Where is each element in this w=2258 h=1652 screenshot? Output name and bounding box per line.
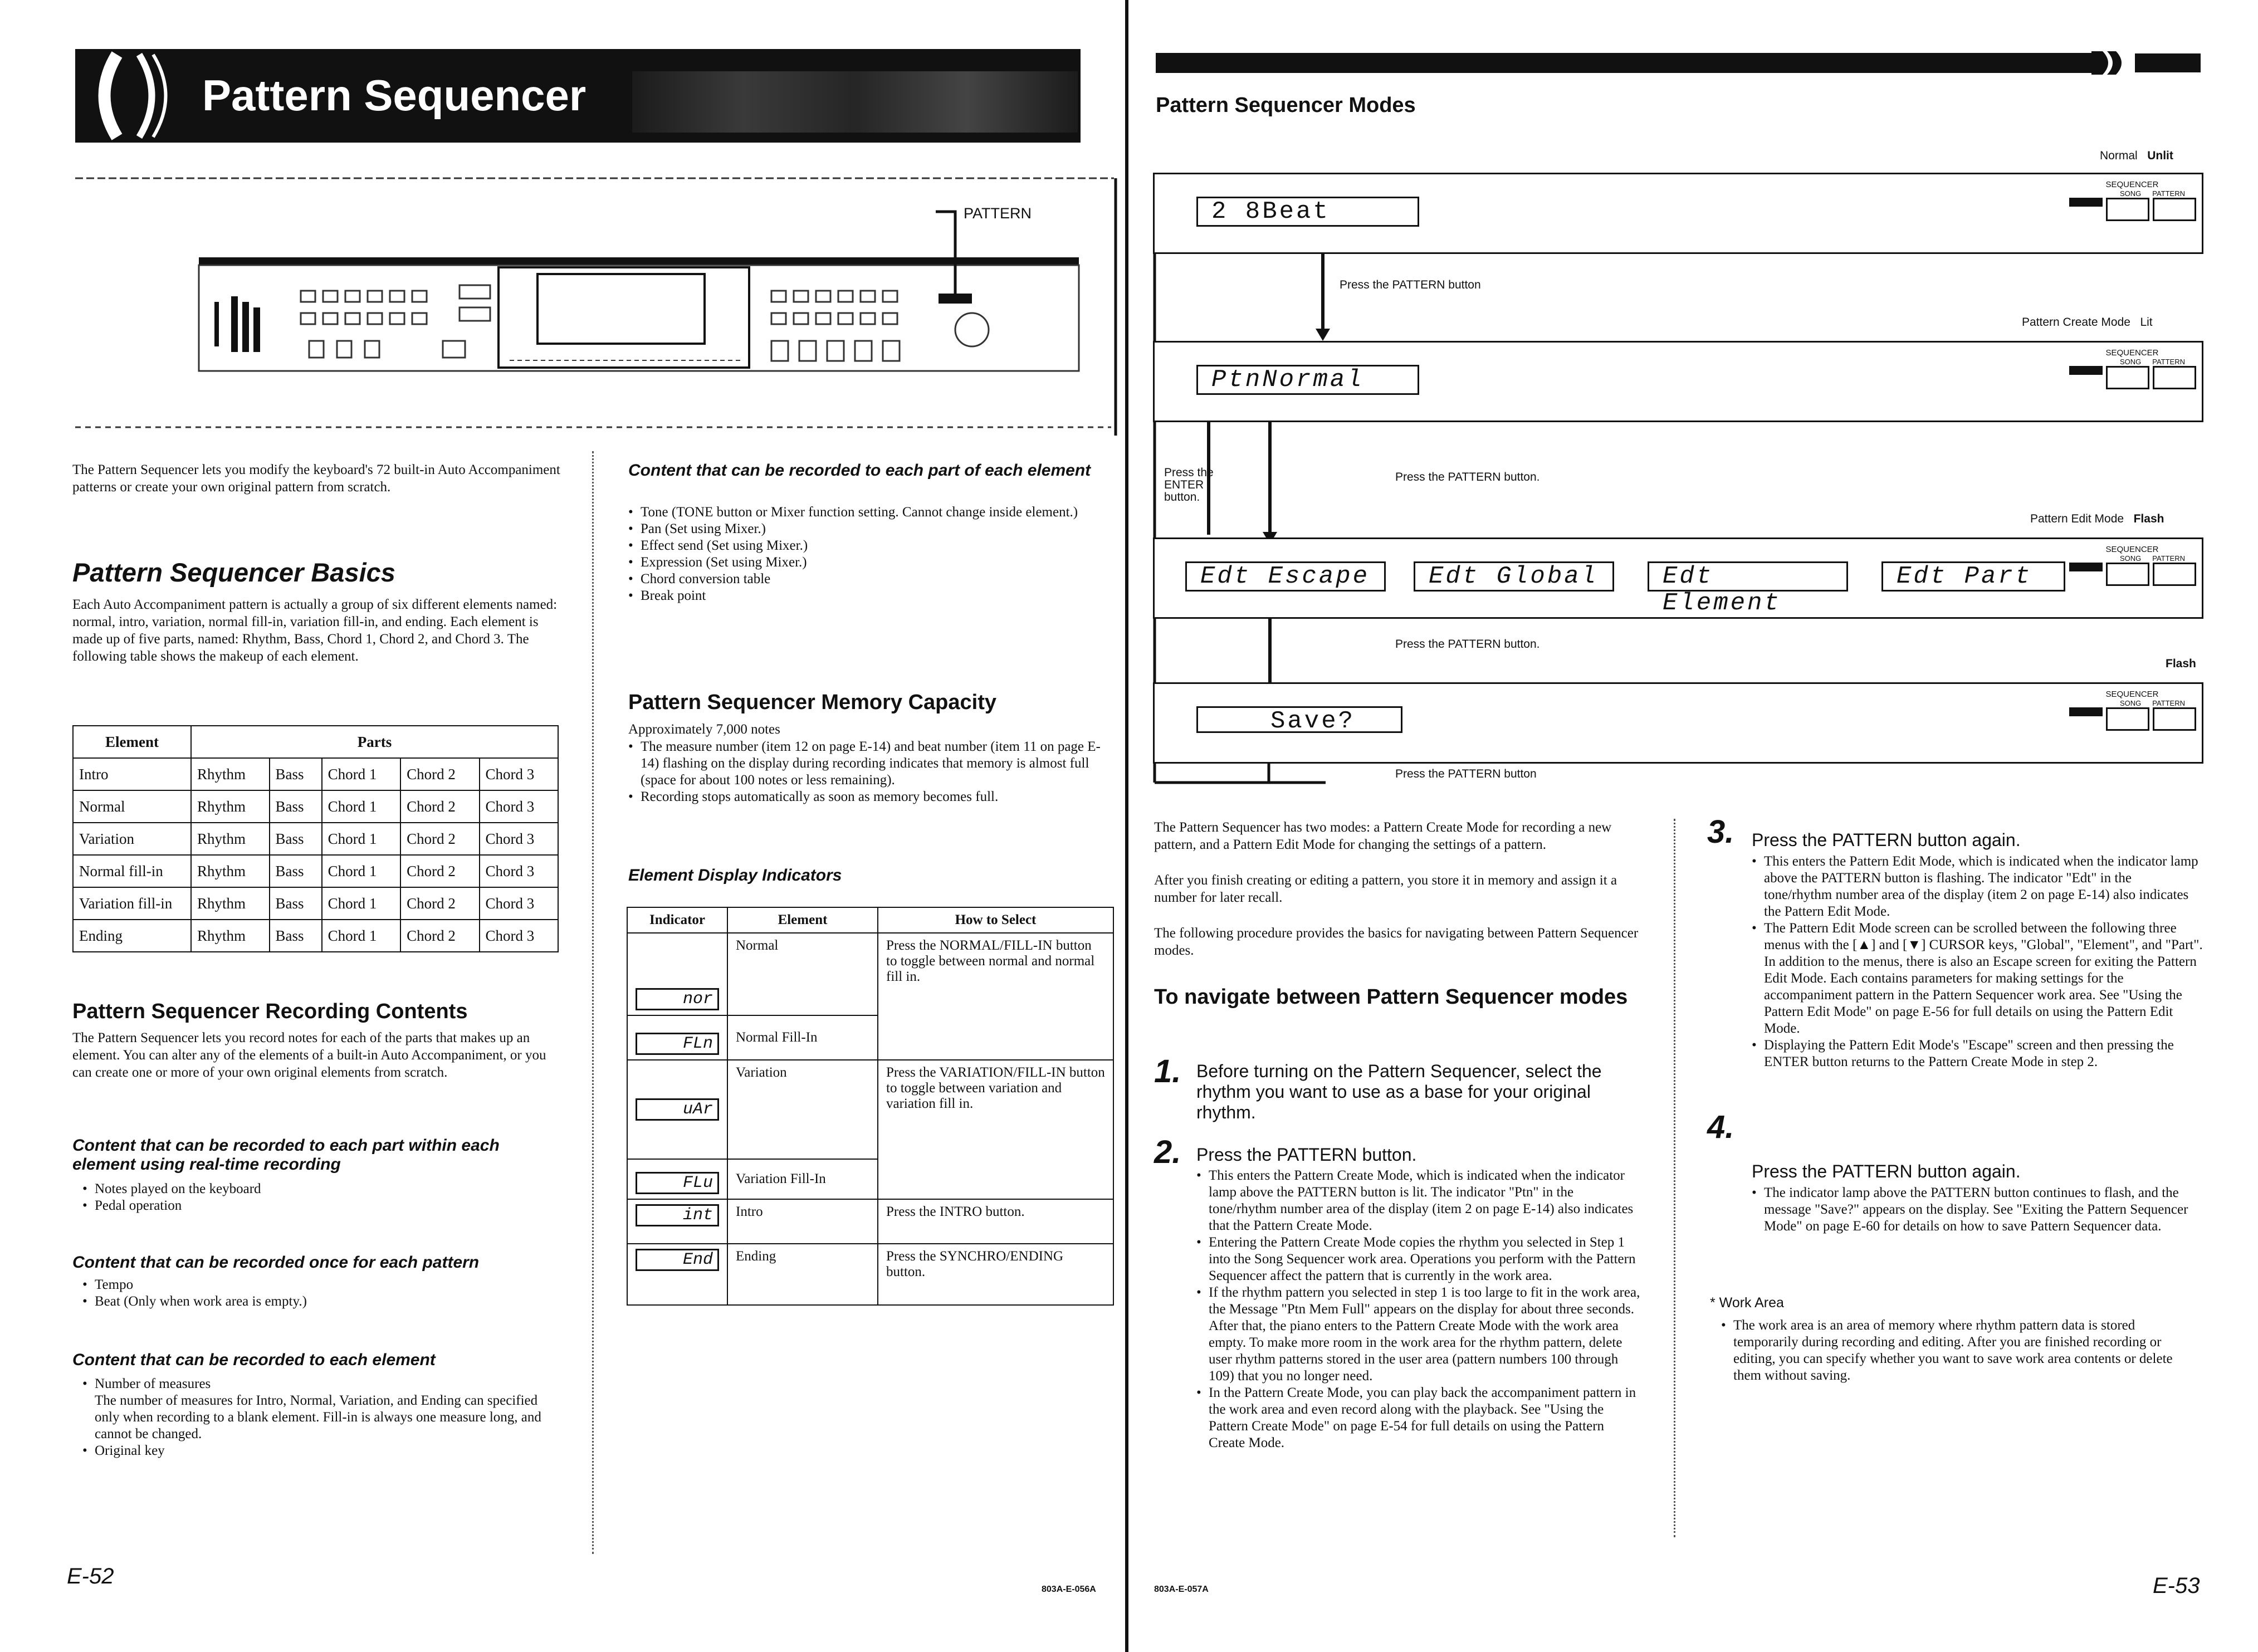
list-item: • Displaying the Pattern Edit Mode's "Escape" screen and then pressing the ENTER button returns to the Pattern Create Mode in step 2. <box>1752 1037 2203 1071</box>
list-item: • Notes played on the keyboard <box>82 1181 561 1198</box>
indicator-lcd: uAr <box>636 1098 719 1121</box>
mode-flow-diagram <box>1153 145 2206 785</box>
modes-intro-1: The Pattern Sequencer has two modes: a Pattern Create Mode for recording a new pattern, and a Pattern Edit Mode for changing the settings of a pattern. <box>1154 820 1612 852</box>
memory-list <box>628 739 1118 805</box>
song-label: SONG <box>2119 554 2142 563</box>
table-cell: Chord 1 <box>322 920 400 952</box>
table-cell: Normal <box>73 790 191 823</box>
sequencer-label: SEQUENCER <box>2105 348 2159 358</box>
list-item: • Pedal operation <box>82 1198 561 1214</box>
press-enter: Press the ENTER button. <box>1164 466 1214 504</box>
indicator-cell <box>627 1060 727 1159</box>
indicators-heading: Element Display Indicators <box>628 866 842 884</box>
modes-intro-2: After you finish creating or editing a pattern, you store it in memory and assign it a number for later recall. <box>1154 873 1617 905</box>
table-cell: Rhythm <box>191 920 270 952</box>
work-area-heading: * Work Area <box>1710 1295 1784 1311</box>
sequencer-buttons <box>2068 366 2196 389</box>
list-item: • Tone (TONE button or Mixer function setting. Cannot change inside element.) <box>628 504 1118 521</box>
pattern-label: PATTERN <box>2152 189 2185 198</box>
page-number-right: E-53 <box>2153 1573 2200 1598</box>
normal-state: Unlit <box>2147 149 2173 162</box>
step3-title: Press the PATTERN button again. <box>1752 830 2021 850</box>
table-row <box>73 790 558 823</box>
modes-heading: Pattern Sequencer Modes <box>1156 94 1416 117</box>
edit-label <box>2030 512 2164 526</box>
sequencer-indicator <box>2068 545 2196 586</box>
indicator-cell <box>627 1159 727 1199</box>
step2-number: 2. <box>1154 1134 1181 1170</box>
edit-display-panel <box>1153 537 2203 619</box>
element-cell: Normal Fill-In <box>727 1015 878 1060</box>
table-cell: Chord 3 <box>480 920 558 952</box>
table-cell: Bass <box>270 823 322 855</box>
right-column-divider <box>1674 819 1675 1537</box>
sequencer-label: SEQUENCER <box>2105 545 2159 554</box>
edit-screen-part: Edt Part <box>1881 561 2065 592</box>
pattern-label: PATTERN <box>2152 358 2185 366</box>
list-item: • Expression (Set using Mixer.) <box>628 554 1118 571</box>
realtime-list <box>82 1181 561 1214</box>
table-cell: Chord 2 <box>400 855 479 887</box>
save-display-panel <box>1153 682 2203 764</box>
table-cell: Bass <box>270 920 322 952</box>
table-cell: Chord 3 <box>480 823 558 855</box>
list-item: • Original key <box>82 1443 561 1459</box>
indicator-lcd: int <box>636 1204 719 1226</box>
table-row <box>627 1244 1113 1305</box>
top-rule-arrows-icon <box>2091 51 2203 75</box>
table-cell: Chord 2 <box>400 823 479 855</box>
table-cell: Rhythm <box>191 855 270 887</box>
sequencer-indicator <box>2068 180 2196 221</box>
table-cell: Chord 1 <box>322 887 400 920</box>
step4-number: 4. <box>1707 1109 1734 1145</box>
table-row <box>627 1199 1113 1244</box>
indicators-table-header <box>627 907 1113 933</box>
normal-lcd: 2 8Beat <box>1196 197 1419 227</box>
table-cell: Rhythm <box>191 758 270 790</box>
song-label: SONG <box>2119 699 2142 707</box>
table-cell: Chord 3 <box>480 887 558 920</box>
create-mode-label: Pattern Create Mode <box>2022 316 2130 329</box>
list-item: • This enters the Pattern Create Mode, which is indicated when the indicator lamp above the PATTERN button is lit. The indicator "Ptn" in the tone/rhythm number area of the display (item 2 on page E-14) also indicates that the Pattern Create Mode. <box>1196 1167 1642 1234</box>
table-cell: Chord 2 <box>400 758 479 790</box>
edit-state: Flash <box>2133 512 2164 525</box>
table-cell: Intro <box>73 758 191 790</box>
table-cell: Bass <box>270 855 322 887</box>
element-table <box>72 725 559 952</box>
press-pattern-4: Press the PATTERN button <box>1395 768 1537 780</box>
press-pattern-1: Press the PATTERN button <box>1340 278 1481 291</box>
table-cell: Variation <box>73 823 191 855</box>
table-cell: Bass <box>270 887 322 920</box>
table-cell: Chord 1 <box>322 823 400 855</box>
table-cell: Chord 3 <box>480 855 558 887</box>
title-banner <box>75 49 1081 143</box>
pattern-label: PATTERN <box>2152 554 2185 563</box>
footer-code-right: 803A-E-057A <box>1154 1585 1209 1594</box>
indicator-cell <box>627 1199 727 1244</box>
list-item: • The Pattern Edit Mode screen can be scrolled between the following three menus with the [▲] and [▼] CURSOR keys, "Global", "Element", and "Part". In addition to the menus, there is also an Escape screen for exiting the Pattern Edit Mode. Each contains parameters for making settings for the accompaniment pattern in the Pattern Sequencer work area. See "Using the Pattern Edit Mode" on page E-56 for full details on using the Pattern Edit Mode. <box>1752 920 2203 1037</box>
list-item-title: Number of measures <box>95 1376 211 1391</box>
table-cell: Normal fill-in <box>73 855 191 887</box>
sequencer-buttons <box>2068 563 2196 586</box>
page-gutter <box>1125 0 1128 1652</box>
normal-display-panel <box>1153 173 2203 254</box>
indicator-lcd: FLn <box>636 1033 719 1055</box>
footer-code-left: 803A-E-056A <box>1042 1585 1096 1594</box>
table-cell: Chord 1 <box>322 758 400 790</box>
table-cell: Rhythm <box>191 790 270 823</box>
indicator-cell <box>627 1015 727 1060</box>
list-item: • Pan (Set using Mixer.) <box>628 521 1118 537</box>
table-cell: Rhythm <box>191 823 270 855</box>
indicator-lcd: nor <box>636 988 719 1010</box>
list-item: • In the Pattern Create Mode, you can play back the accompaniment pattern in the work area and even record along with the playback. See "Using the Pattern Create Mode" on page E-54 for full details on using the Pattern Create Mode. <box>1196 1385 1642 1451</box>
banner-texture <box>632 71 1078 133</box>
list-item: • Entering the Pattern Create Mode copies the rhythm you selected in Step 1 into the Song Sequencer work area. Operations you perform with the Pattern Sequencer affect the pattern that is currently in the work area. <box>1196 1234 1642 1284</box>
table-cell: Chord 2 <box>400 887 479 920</box>
header-element: Element <box>73 726 191 758</box>
step3-number: 3. <box>1707 814 1734 850</box>
table-cell: Chord 2 <box>400 790 479 823</box>
sequencer-indicator <box>2068 348 2196 389</box>
step4-title: Press the PATTERN button again. <box>1752 1161 2021 1181</box>
table-row <box>73 920 558 952</box>
list-item: • The work area is an area of memory where rhythm pattern data is stored temporarily during recording and editing. After you are finished recording or editing, you can specify whether you want to save work area contents or delete them without saving. <box>1721 1317 2200 1384</box>
save-lcd: Save? <box>1196 706 1402 733</box>
song-label: SONG <box>2119 189 2142 198</box>
pattern-callout-label: PATTERN <box>964 205 1032 222</box>
edit-screen-global: Edt Global <box>1414 561 1614 592</box>
top-rule <box>1156 53 2103 73</box>
table-row <box>73 887 558 920</box>
list-item: • Beat (Only when work area is empty.) <box>82 1293 561 1310</box>
list-item: • Chord conversion table <box>628 571 1118 588</box>
memory-paragraph: Approximately 7,000 notes <box>628 722 780 737</box>
step3-list <box>1752 853 2203 1071</box>
element-list <box>82 1376 561 1459</box>
banner-parenthesis-icon <box>86 49 175 143</box>
indicators-table <box>627 907 1114 1306</box>
step1-text: Before turning on the Pattern Sequencer, select the rhythm you want to use as a base for your original rhythm. <box>1196 1061 1602 1122</box>
sequencer-buttons <box>2068 198 2196 221</box>
press-pattern-2: Press the PATTERN button. <box>1395 471 1540 483</box>
how-cell: Press the SYNCHRO/ENDING button. <box>878 1244 1113 1305</box>
normal-mode-label: Normal <box>2100 149 2138 162</box>
song-label: SONG <box>2119 358 2142 366</box>
header-element: Element <box>727 907 878 933</box>
indicator-lcd: End <box>636 1249 719 1271</box>
edit-screen-escape: Edt Escape <box>1185 561 1386 592</box>
table-cell: Chord 1 <box>322 790 400 823</box>
recording-heading: Pattern Sequencer Recording Contents <box>72 1000 468 1023</box>
table-cell: Chord 3 <box>480 790 558 823</box>
list-item-detail: The number of measures for Intro, Normal, Variation, and Ending can specified only when recording to a blank element. Fill-in is always one measure long, and cannot be changed. <box>95 1393 541 1441</box>
header-how: How to Select <box>878 907 1113 933</box>
table-cell: Chord 1 <box>322 855 400 887</box>
table-cell: Rhythm <box>191 887 270 920</box>
table-row <box>627 933 1113 1015</box>
navigate-heading: To navigate between Pattern Sequencer modes <box>1154 985 1628 1009</box>
list-item: • The indicator lamp above the PATTERN button continues to flash, and the message "Save?" appears on the display. See "Exiting the Pattern Sequencer Mode" on page E-60 for details on how to save Pattern Sequencer data. <box>1752 1185 2203 1235</box>
sequencer-indicator <box>2068 690 2196 731</box>
header-parts: Parts <box>191 726 558 758</box>
create-display-panel <box>1153 341 2203 422</box>
indicator-lcd: FLu <box>636 1172 719 1194</box>
indicator-cell <box>627 1244 727 1305</box>
recording-paragraph: The Pattern Sequencer lets you record notes for each of the parts that makes up an element. You can alter any of the elements of a built-in Auto Accompaniment, or you can create one or more of your own original elements from scratch. <box>72 1030 546 1080</box>
page-title: Pattern Sequencer <box>202 71 587 120</box>
list-item: • This enters the Pattern Edit Mode, which is indicated when the indicator lamp above the PATTERN button is flashing. The indicator "Edt" in the tone/rhythm number area of the display (item 2 on page E-14) also indicates the Pattern Edit Mode. <box>1752 853 2203 920</box>
create-lcd: PtnNormal <box>1196 365 1419 395</box>
keyboard-diagram <box>75 174 1120 436</box>
table-cell: Bass <box>270 790 322 823</box>
basics-heading: Pattern Sequencer Basics <box>72 558 395 587</box>
element-table-header <box>73 726 558 758</box>
element-heading: Content that can be recorded to each element <box>72 1351 436 1369</box>
list-item <box>82 1376 561 1443</box>
step2-title: Press the PATTERN button. <box>1196 1145 1417 1165</box>
part-list <box>628 504 1118 604</box>
header-indicator: Indicator <box>627 907 727 933</box>
modes-intro-3: The following procedure provides the basics for navigating between Pattern Sequencer modes. <box>1154 926 1639 958</box>
work-area-list <box>1721 1317 2200 1384</box>
sequencer-buttons <box>2068 707 2196 731</box>
list-item: • Effect send (Set using Mixer.) <box>628 537 1118 554</box>
element-cell: Variation Fill-In <box>727 1159 878 1199</box>
table-row <box>627 1060 1113 1159</box>
part-heading: Content that can be recorded to each part of each element <box>628 461 1091 480</box>
once-list <box>82 1277 561 1310</box>
list-item: • Tempo <box>82 1277 561 1293</box>
edit-mode-label: Pattern Edit Mode <box>2030 512 2124 525</box>
step4-list <box>1752 1185 2203 1235</box>
normal-label <box>2100 149 2173 163</box>
memory-heading: Pattern Sequencer Memory Capacity <box>628 691 997 714</box>
element-cell: Intro <box>727 1199 878 1244</box>
basics-paragraph: Each Auto Accompaniment pattern is actually a group of six different elements named: normal, intro, variation, normal fill-in, variation fill-in, and ending. Each element is made up of five parts, named: Rhythm, Bass, Chord 1, Chord 2, and Chord 3. The following table shows the makeup of each element. <box>72 597 558 664</box>
element-cell: Normal <box>727 933 878 1015</box>
how-cell: Press the INTRO button. <box>878 1199 1113 1244</box>
create-state: Lit <box>2140 316 2153 329</box>
flash-label: Flash <box>2166 657 2196 670</box>
table-row <box>73 855 558 887</box>
page-number-left: E-52 <box>67 1564 114 1589</box>
how-cell: Press the VARIATION/FILL-IN button to toggle between variation and variation fill in. <box>878 1060 1113 1199</box>
list-item: • Break point <box>628 588 1118 604</box>
table-row <box>73 758 558 790</box>
create-label <box>2022 316 2153 329</box>
table-cell: Ending <box>73 920 191 952</box>
edit-screen-element: Edt Element <box>1648 561 1848 592</box>
how-cell: Press the NORMAL/FILL-IN button to toggle between normal and normal fill in. <box>878 933 1113 1060</box>
once-heading: Content that can be recorded once for each pattern <box>72 1253 480 1272</box>
table-row <box>73 823 558 855</box>
press-pattern-3: Press the PATTERN button. <box>1395 638 1540 651</box>
realtime-heading: Content that can be recorded to each part within each element using real-time recording <box>72 1136 500 1174</box>
column-divider <box>592 451 594 1554</box>
table-cell: Chord 3 <box>480 758 558 790</box>
table-cell: Variation fill-in <box>73 887 191 920</box>
table-cell: Chord 2 <box>400 920 479 952</box>
element-cell: Variation <box>727 1060 878 1159</box>
element-cell: Ending <box>727 1244 878 1305</box>
list-item: • Recording stops automatically as soon as memory becomes full. <box>628 789 1118 805</box>
table-cell: Bass <box>270 758 322 790</box>
list-item: • The measure number (item 12 on page E-14) and beat number (item 11 on page E-14) flashing on the display during recording indicates that memory is almost full (space for about 100 notes or less remaining). <box>628 739 1118 789</box>
intro-paragraph: The Pattern Sequencer lets you modify the keyboard's 72 built-in Auto Accompaniment patterns or create your own original pattern from scratch. <box>72 462 560 495</box>
step2-list <box>1196 1167 1642 1451</box>
list-item: • If the rhythm pattern you selected in step 1 is too large to fit in the work area, the Message "Ptn Mem Full" appears on the display for about three seconds. After that, the piano enters to the Pattern Create Mode with the work area empty. To make more room in the work area for the rhythm pattern, delete user rhythm patterns stored in the user area (pattern numbers 100 through 109) that you no longer need. <box>1196 1284 1642 1385</box>
step1-number: 1. <box>1154 1053 1181 1089</box>
sequencer-label: SEQUENCER <box>2105 180 2159 189</box>
sequencer-label: SEQUENCER <box>2105 690 2159 699</box>
indicator-cell <box>627 933 727 1015</box>
pattern-label: PATTERN <box>2152 699 2185 707</box>
